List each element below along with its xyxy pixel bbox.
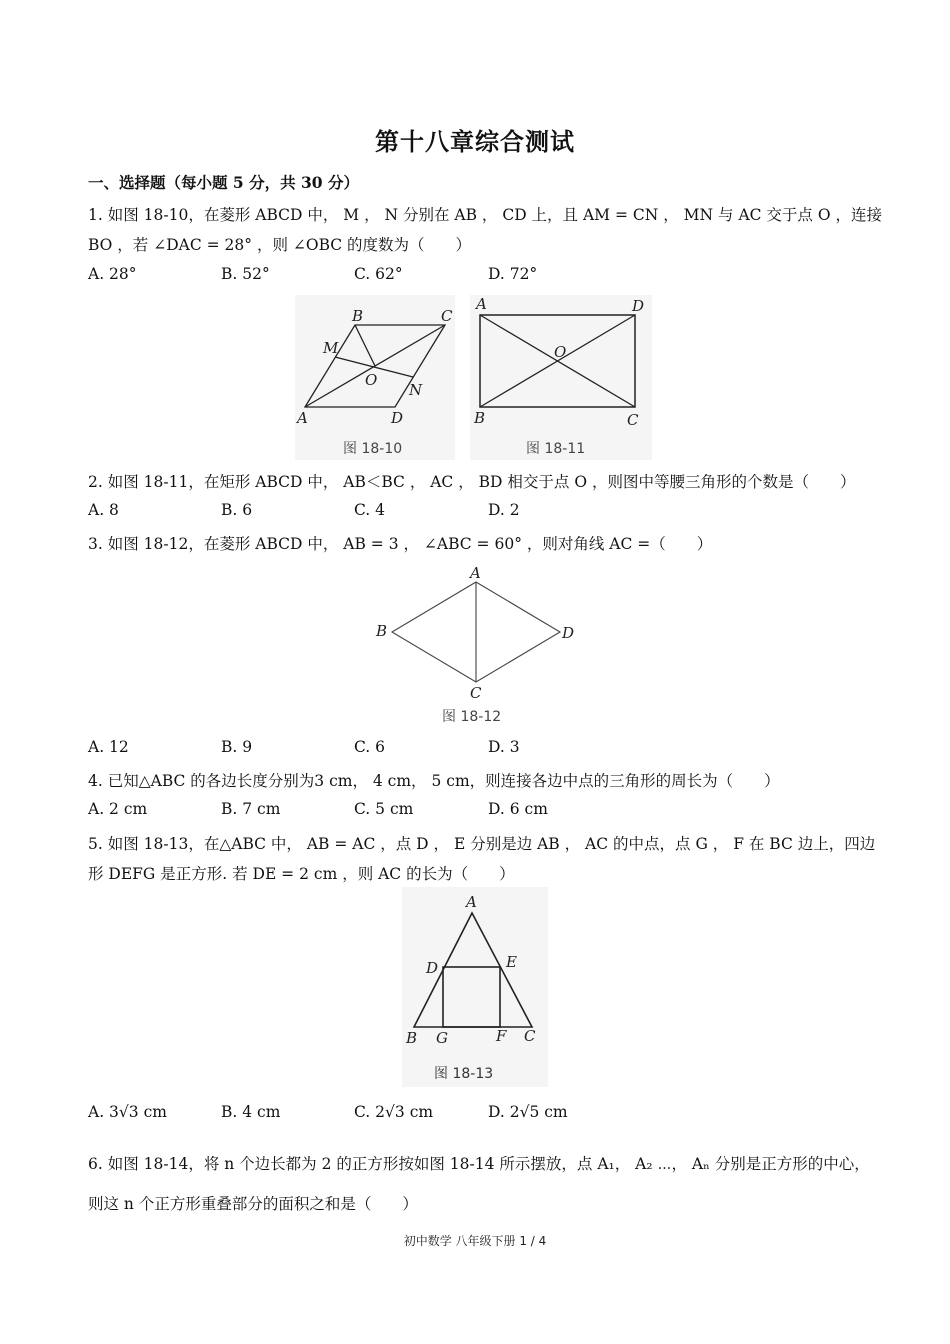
q3-line1: 3. 如图 18-12，在菱形 ABCD 中， AB = 3 ， ∠ABC = 60° ，则对角线 AC =（ ）: [88, 535, 713, 553]
fig10-label-d: D: [391, 409, 404, 427]
fig13-label-d: D: [426, 959, 439, 977]
fig13-label-g: G: [436, 1029, 448, 1047]
fig12-caption: 图 18-12: [442, 709, 502, 725]
q4-option-d: D. 6 cm: [488, 800, 548, 818]
q1-option-a: A. 28°: [88, 265, 137, 283]
q3-option-c: C. 6: [354, 738, 386, 756]
q1-line2: BO ，若 ∠DAC = 28° ，则 ∠OBC 的度数为（ ）: [88, 236, 472, 254]
fig11-label-o: O: [554, 343, 567, 361]
q3-option-d: D. 3: [488, 738, 520, 756]
fig11-label-c: C: [627, 411, 639, 429]
fig10-label-m: M: [323, 339, 339, 357]
q2-option-d: D. 2: [488, 501, 520, 519]
section-heading: 一、选择题（每小题 5 分，共 30 分）: [88, 173, 359, 192]
q1-option-b: B. 52°: [221, 265, 270, 283]
fig11-label-b: B: [474, 409, 486, 427]
q3-option-b: B. 9: [221, 738, 253, 756]
figure-18-10: [295, 295, 455, 460]
figure-18-11: [470, 295, 652, 460]
q4-option-b: B. 7 cm: [221, 800, 281, 818]
q2-line1: 2. 如图 18-11，在矩形 ABCD 中， AB＜BC ， AC ， BD 相交于点 O ，则图中等腰三角形的个数是（ ）: [88, 473, 856, 491]
fig12-label-c: C: [470, 684, 482, 702]
fig13-label-a: A: [466, 893, 477, 911]
fig10-label-c: C: [441, 307, 453, 325]
fig12-label-a: A: [470, 564, 481, 582]
q1-option-d: D. 72°: [488, 265, 538, 283]
q3-option-a: A. 12: [88, 738, 129, 756]
q6-line1: 6. 如图 18-14，将 n 个边长都为 2 的正方形按如图 18-14 所示摆放，点 A₁， A₂ ⋯， Aₙ 分别是正方形的中心，: [88, 1155, 870, 1173]
q2-option-c: C. 4: [354, 501, 386, 519]
fig11-label-d: D: [632, 297, 645, 315]
q5-line1: 5. 如图 18-13，在△ABC 中， AB = AC ，点 D ， E 分别是边 AB ， AC 的中点，点 G ， F 在 BC 边上，四边: [88, 835, 876, 853]
triangle-figure-13: [402, 887, 548, 1052]
fig12-label-b: B: [376, 622, 388, 640]
fig10-label-o: O: [365, 371, 378, 389]
q6-line2: 则这 n 个正方形重叠部分的面积之和是（ ）: [88, 1195, 418, 1213]
fig10-label-b: B: [352, 307, 364, 325]
q5-option-a: A. 3√3 cm: [88, 1103, 167, 1121]
fig13-label-c: C: [524, 1027, 536, 1045]
fig12-label-d: D: [562, 624, 575, 642]
q4-line1: 4. 已知△ABC 的各边长度分别为3 cm， 4 cm， 5 cm，则连接各边中点的三角形的周长为（ ）: [88, 772, 780, 790]
fig13-label-e: E: [506, 953, 517, 971]
rectangle-figure-11: [470, 295, 652, 460]
fig10-label-a: A: [297, 409, 308, 427]
figure-18-13: [402, 887, 548, 1087]
rhombus-figure-10: [295, 295, 455, 460]
figure-18-12: [370, 562, 585, 727]
page-footer: 初中数学 八年级下册 1 / 4: [403, 1234, 547, 1248]
fig10-label-n: N: [409, 381, 423, 399]
q5-option-b: B. 4 cm: [221, 1103, 281, 1121]
rhombus-figure-12: [370, 562, 585, 702]
fig10-caption: 图 18-10: [343, 441, 403, 457]
fig11-label-a: A: [476, 295, 487, 313]
fig13-label-f: F: [496, 1027, 507, 1045]
q4-option-c: C. 5 cm: [354, 800, 414, 818]
q5-line2: 形 DEFG 是正方形. 若 DE = 2 cm ，则 AC 的长为（ ）: [88, 865, 515, 883]
q1-option-c: C. 62°: [354, 265, 403, 283]
q2-option-a: A. 8: [88, 501, 119, 519]
fig13-label-b: B: [406, 1029, 418, 1047]
q5-option-c: C. 2√3 cm: [354, 1103, 434, 1121]
q5-option-d: D. 2√5 cm: [488, 1103, 568, 1121]
fig13-caption: 图 18-13: [434, 1066, 494, 1082]
q4-option-a: A. 2 cm: [88, 800, 148, 818]
q2-option-b: B. 6: [221, 501, 253, 519]
q1-line1: 1. 如图 18-10，在菱形 ABCD 中， M ， N 分别在 AB ， CD 上，且 AM = CN ， MN 与 AC 交于点 O ，连接: [88, 206, 882, 224]
page-title: 第十八章综合测试: [375, 127, 575, 156]
fig11-caption: 图 18-11: [526, 441, 586, 457]
